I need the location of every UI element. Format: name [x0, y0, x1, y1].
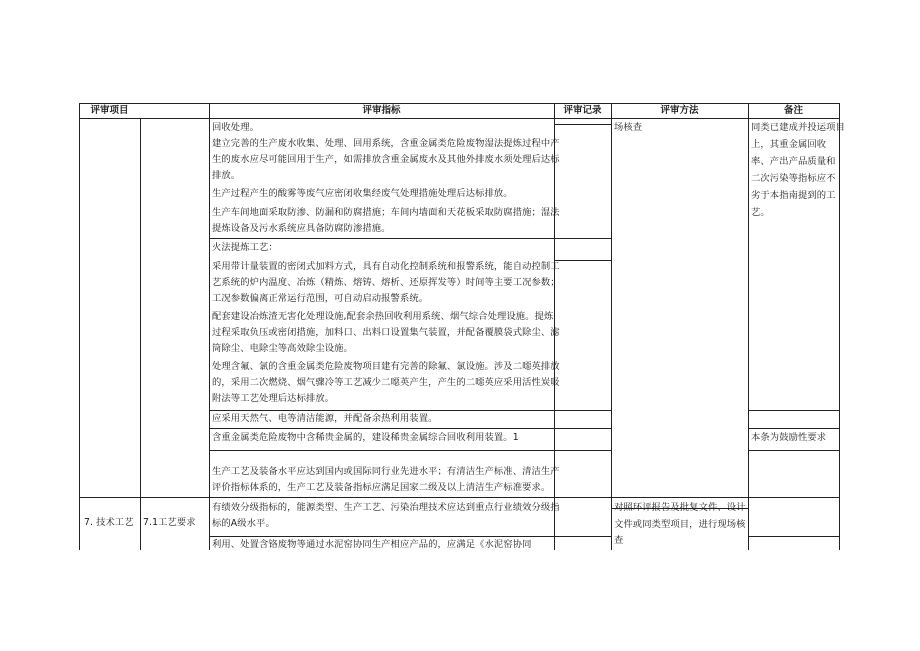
remark-line: 二次污染等指标应不 — [751, 173, 836, 184]
indicator-line: 含重金属类危险废物中含稀贵金属的，建设稀贵金属综合回收利用装置。1 — [212, 432, 519, 443]
indicator-line: 过程采取负压或密闭措施，加料口、出料口设置集气装置，并配备覆膜袋式除尘、滤 — [212, 327, 560, 338]
indicator-line: 应采用天然气、电等清洁能源，并配备余热利用装置。 — [212, 413, 438, 424]
row-rule — [79, 497, 840, 498]
indicator-line: 处理含氟、氯的含重金属类危险废物项目建有完善的除氟、氯设施。涉及二噁英排放 — [212, 361, 560, 372]
header-indicator: 评审指标 — [362, 105, 401, 116]
col-rule — [209, 103, 210, 550]
row-rule — [748, 536, 840, 537]
header-record: 评审记录 — [563, 105, 602, 116]
header-method: 评审方法 — [660, 105, 699, 116]
remark-line: 率、产出产品质量和 — [751, 156, 836, 167]
indicator-line: 利用、处置含铬废物等通过水泥窑协同生产相应产品的，应满足《水泥窑协同 — [212, 539, 532, 550]
remark-line: 劣于本指南提到的工 — [751, 190, 836, 201]
sub-item-label: 7.1工艺要求 — [143, 517, 196, 528]
header-remark: 备注 — [783, 105, 803, 116]
record-box-top — [554, 260, 611, 261]
table-right-rule — [839, 103, 840, 550]
header-bottom-rule — [79, 118, 840, 119]
remark-line: 本条为鼓励性要求 — [751, 432, 827, 443]
indicator-line: 筒除尘、电除尘等高效除尘设施。 — [212, 343, 353, 354]
remark-line: 上，其重金属回收 — [751, 139, 827, 150]
record-box-bottom — [554, 238, 611, 239]
indicator-line: 建立完善的生产废水收集、处理、回用系统，含重金属类危险废物湿法提炼过程中产 — [212, 138, 560, 149]
indicator-line: 工况参数偏离正常运行范围，可自动启动报警系统。 — [212, 293, 429, 304]
indicator-line: 生产工艺及装备水平应达到国内或国际同行业先进水平；有清洁生产标准、清洁生产 — [212, 466, 560, 477]
row-rule — [748, 410, 840, 411]
method-line: 文件或同类型项目，进行现场核 — [614, 519, 746, 530]
table-left-rule — [79, 103, 80, 550]
method-line: 场核查 — [614, 122, 643, 133]
indicator-line: 火法提炼工艺： — [212, 242, 278, 253]
method-line: 查 — [614, 535, 624, 546]
col-rule — [140, 118, 141, 550]
indicator-line: 提炼设备及污水系统应具备防腐防渗措施。 — [212, 223, 391, 234]
row-rule — [209, 238, 611, 239]
row-rule — [209, 428, 611, 429]
indicator-line: 采用带计量装置的密闭式加料方式，具有自动化控制系统和报警系统，能自动控制工 — [212, 261, 560, 272]
indicator-line: 附法等工艺处理后达标排放。 — [212, 393, 335, 404]
indicator-line: 回收处理。 — [212, 122, 259, 133]
indicator-line: 配套建设冶炼渣无害化处理设施,配套余热回收利用系统、烟气综合处理设施。提炼 — [212, 311, 554, 322]
record-box-bottom — [554, 410, 611, 411]
indicator-line: 标的A级水平。 — [212, 518, 275, 529]
indicator-line: 艺系统的炉内温度、冶炼（精炼、熔铸、熔析、还原挥发等）时间等主要工况参数； — [212, 277, 560, 288]
row-rule — [209, 450, 611, 451]
indicator-line: 排放。 — [212, 170, 241, 181]
col-rule — [611, 103, 612, 550]
indicator-line: 生的废水应尽可能回用于生产，如需排放含重金属废水及其他外排废水须处理后达标 — [212, 154, 560, 165]
remark-line: 艺。 — [751, 207, 770, 218]
header-item: 评审项目 — [90, 105, 129, 116]
row-rule — [748, 450, 840, 451]
record-box-top — [554, 124, 611, 125]
row-rule — [748, 428, 840, 429]
indicator-line: 生产过程产生的酸雾等废气应密闭收集经废气处理措施处理后达标排放。 — [212, 188, 513, 199]
indicator-line: 有绩效分级指标的，能源类型、生产工艺、污染治理技术应达到重点行业绩效分级指 — [212, 502, 560, 513]
indicator-line: 生产车间地面采取防渗、防漏和防腐措施；车间内墙面和天花板采取防腐措施；湿法 — [212, 207, 560, 218]
method-line: 对照环评报告及批复文件、设计 — [614, 502, 746, 513]
indicator-line: 评价指标体系的，生产工艺及装备指标应满足国家二级及以上清洁生产标准要求。 — [212, 482, 551, 493]
col-rule — [748, 103, 749, 550]
item-label: 7. 技术工艺 — [84, 517, 134, 528]
indicator-line: 的，采用二次燃烧、烟气骤冷等工艺减少二噁英产生，产生的二噁英应采用活性炭吸 — [212, 377, 560, 388]
remark-line: 同类已建成并投运项目 — [751, 122, 845, 133]
